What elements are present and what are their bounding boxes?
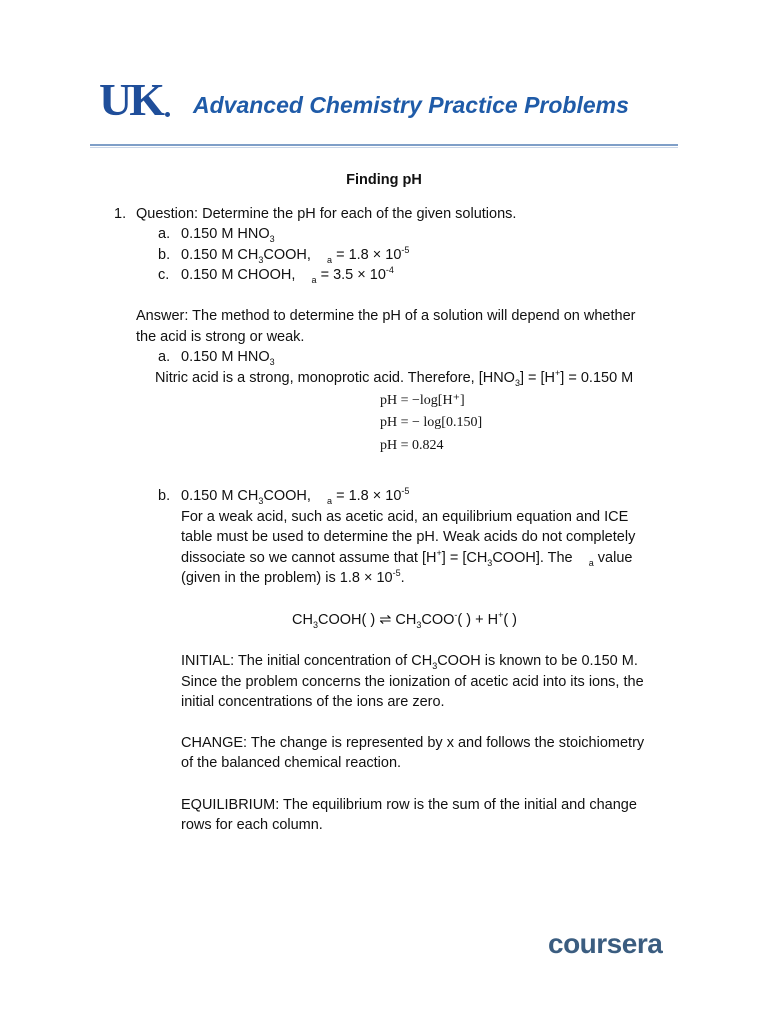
answer-a-line-post: ] = 0.150 M <box>560 370 634 386</box>
product1-post: ( ) + H <box>457 612 499 628</box>
question-item-c-ka: a <box>311 274 317 285</box>
initial-line1-sub: 3 <box>432 660 438 671</box>
answer-a-line-mid: ] = [H <box>519 370 556 386</box>
answer-a-line-pre: Nitric acid is a strong, monoprotic acid. Therefore, [HNO <box>155 370 515 386</box>
answer-b-para-line1: For a weak acid, such as acetic acid, an equilibrium equation and ICE <box>181 509 629 525</box>
initial-line2: Since the problem concerns the ionization of acetic acid into its ions, the <box>181 674 644 690</box>
logo-dot <box>165 112 170 117</box>
equilibrium-line1: EQUILIBRIUM: The equilibrium row is the sum of the initial and change <box>181 797 637 813</box>
product1-sup: - <box>454 610 458 621</box>
initial-line1 <box>181 651 638 672</box>
equation-line-1: pH = −log[H⁺] <box>380 393 465 408</box>
question-item-c-letter: c. <box>158 267 170 283</box>
reactant-post: COOH( ) <box>317 612 376 628</box>
change-line1: CHANGE: The change is represented by x and follows the stoichiometry <box>181 735 645 751</box>
document-title: Advanced Chemistry Practice Problems <box>193 92 629 118</box>
question-item-c <box>181 265 394 286</box>
para-line3-mid2: COOH]. The <box>492 550 573 566</box>
equation-line-3: pH = 0.824 <box>380 438 444 453</box>
answer-b-label-post: COOH, <box>263 488 311 504</box>
initial-line1-pre: INITIAL: The initial concentration of CH <box>181 653 433 669</box>
answer-a-label-text: 0.150 M HNO <box>181 349 270 365</box>
equilibrium-arrow: ⇌ <box>379 612 392 628</box>
answer-a-label-sub: 3 <box>269 356 275 367</box>
answer-b-label <box>181 486 409 507</box>
answer-b-ka-exp: -5 <box>401 486 410 497</box>
product2-sup: + <box>498 610 504 621</box>
header-divider-shadow <box>90 147 678 148</box>
reactant-pre: CH <box>292 612 313 628</box>
question-item-a <box>181 224 275 245</box>
answer-b-para-line4 <box>181 568 405 589</box>
uk-logo-text: UK <box>99 74 162 125</box>
question-item-b <box>181 245 409 266</box>
para-line4-sup: -5 <box>392 568 401 579</box>
answer-a-label <box>181 347 275 368</box>
answer-a-explanation <box>155 368 633 389</box>
answer-a-letter: a. <box>158 349 171 365</box>
answer-a-line-sup: + <box>555 368 561 379</box>
answer-intro-line2: the acid is strong or weak. <box>136 329 305 345</box>
answer-b-para-line3 <box>181 548 632 569</box>
question-item-c-text: 0.150 M CHOOH, <box>181 267 296 283</box>
answer-a-line-sub: 3 <box>514 377 520 388</box>
question-prompt: Question: Determine the pH for each of the given solutions. <box>136 206 517 222</box>
question-item-b-text2: COOH, <box>263 247 311 263</box>
reactant-sub: 3 <box>312 619 318 630</box>
header-divider <box>90 144 678 146</box>
question-item-b-sub: 3 <box>258 254 264 265</box>
para-line3-sub: 3 <box>487 557 493 568</box>
question-number: 1. <box>114 206 127 222</box>
answer-b-label-pre: 0.150 M CH <box>181 488 259 504</box>
question-item-c-value: = 3.5 × 10 <box>320 267 386 283</box>
question-item-b-text: 0.150 M CH <box>181 247 259 263</box>
answer-b-ka-value: = 1.8 × 10 <box>336 488 402 504</box>
answer-intro-line1: Answer: The method to determine the pH of a solution will depend on whether <box>136 308 636 324</box>
question-item-b-exp: -5 <box>401 245 410 256</box>
initial-line1-post: COOH is known to be 0.150 M. <box>437 653 638 669</box>
question-item-a-text: 0.150 M HNO <box>181 226 270 242</box>
change-line2: of the balanced chemical reaction. <box>181 755 402 771</box>
question-item-b-value: = 1.8 × 10 <box>336 247 402 263</box>
initial-line3: initial concentrations of the ions are zero. <box>181 694 445 710</box>
chemical-reaction <box>292 610 517 631</box>
answer-b-para-line2: table must be used to determine the pH. Weak acids do not completely <box>181 529 636 545</box>
question-item-a-sub: 3 <box>269 233 275 244</box>
answer-b-letter: b. <box>158 488 171 504</box>
equilibrium-line2: rows for each column. <box>181 817 323 833</box>
answer-b-label-sub: 3 <box>258 495 264 506</box>
question-item-b-letter: b. <box>158 247 171 263</box>
question-item-b-ka: a <box>327 254 333 265</box>
para-line3-post: value <box>597 550 633 566</box>
para-line3-ka: a <box>588 557 594 568</box>
uk-logo <box>99 74 170 125</box>
equation-line-2: pH = − log[0.150] <box>380 415 483 430</box>
coursera-logo: coursera <box>548 928 663 959</box>
para-line4-post: . <box>400 570 405 586</box>
para-line3-pre: dissociate so we cannot assume that [H <box>181 550 437 566</box>
para-line3-mid: ] = [CH <box>441 550 488 566</box>
question-item-c-exp: -4 <box>385 265 394 276</box>
para-line3-sup: + <box>436 548 442 559</box>
product1-pre: CH <box>395 612 417 628</box>
product2-post: ( ) <box>503 612 518 628</box>
section-title: Finding pH <box>346 172 422 188</box>
para-line4-pre: (given in the problem) is 1.8 × 10 <box>181 570 393 586</box>
product1-mid: COO <box>421 612 455 628</box>
product1-sub: 3 <box>416 619 422 630</box>
answer-b-ka: a <box>327 495 333 506</box>
question-item-a-letter: a. <box>158 226 171 242</box>
